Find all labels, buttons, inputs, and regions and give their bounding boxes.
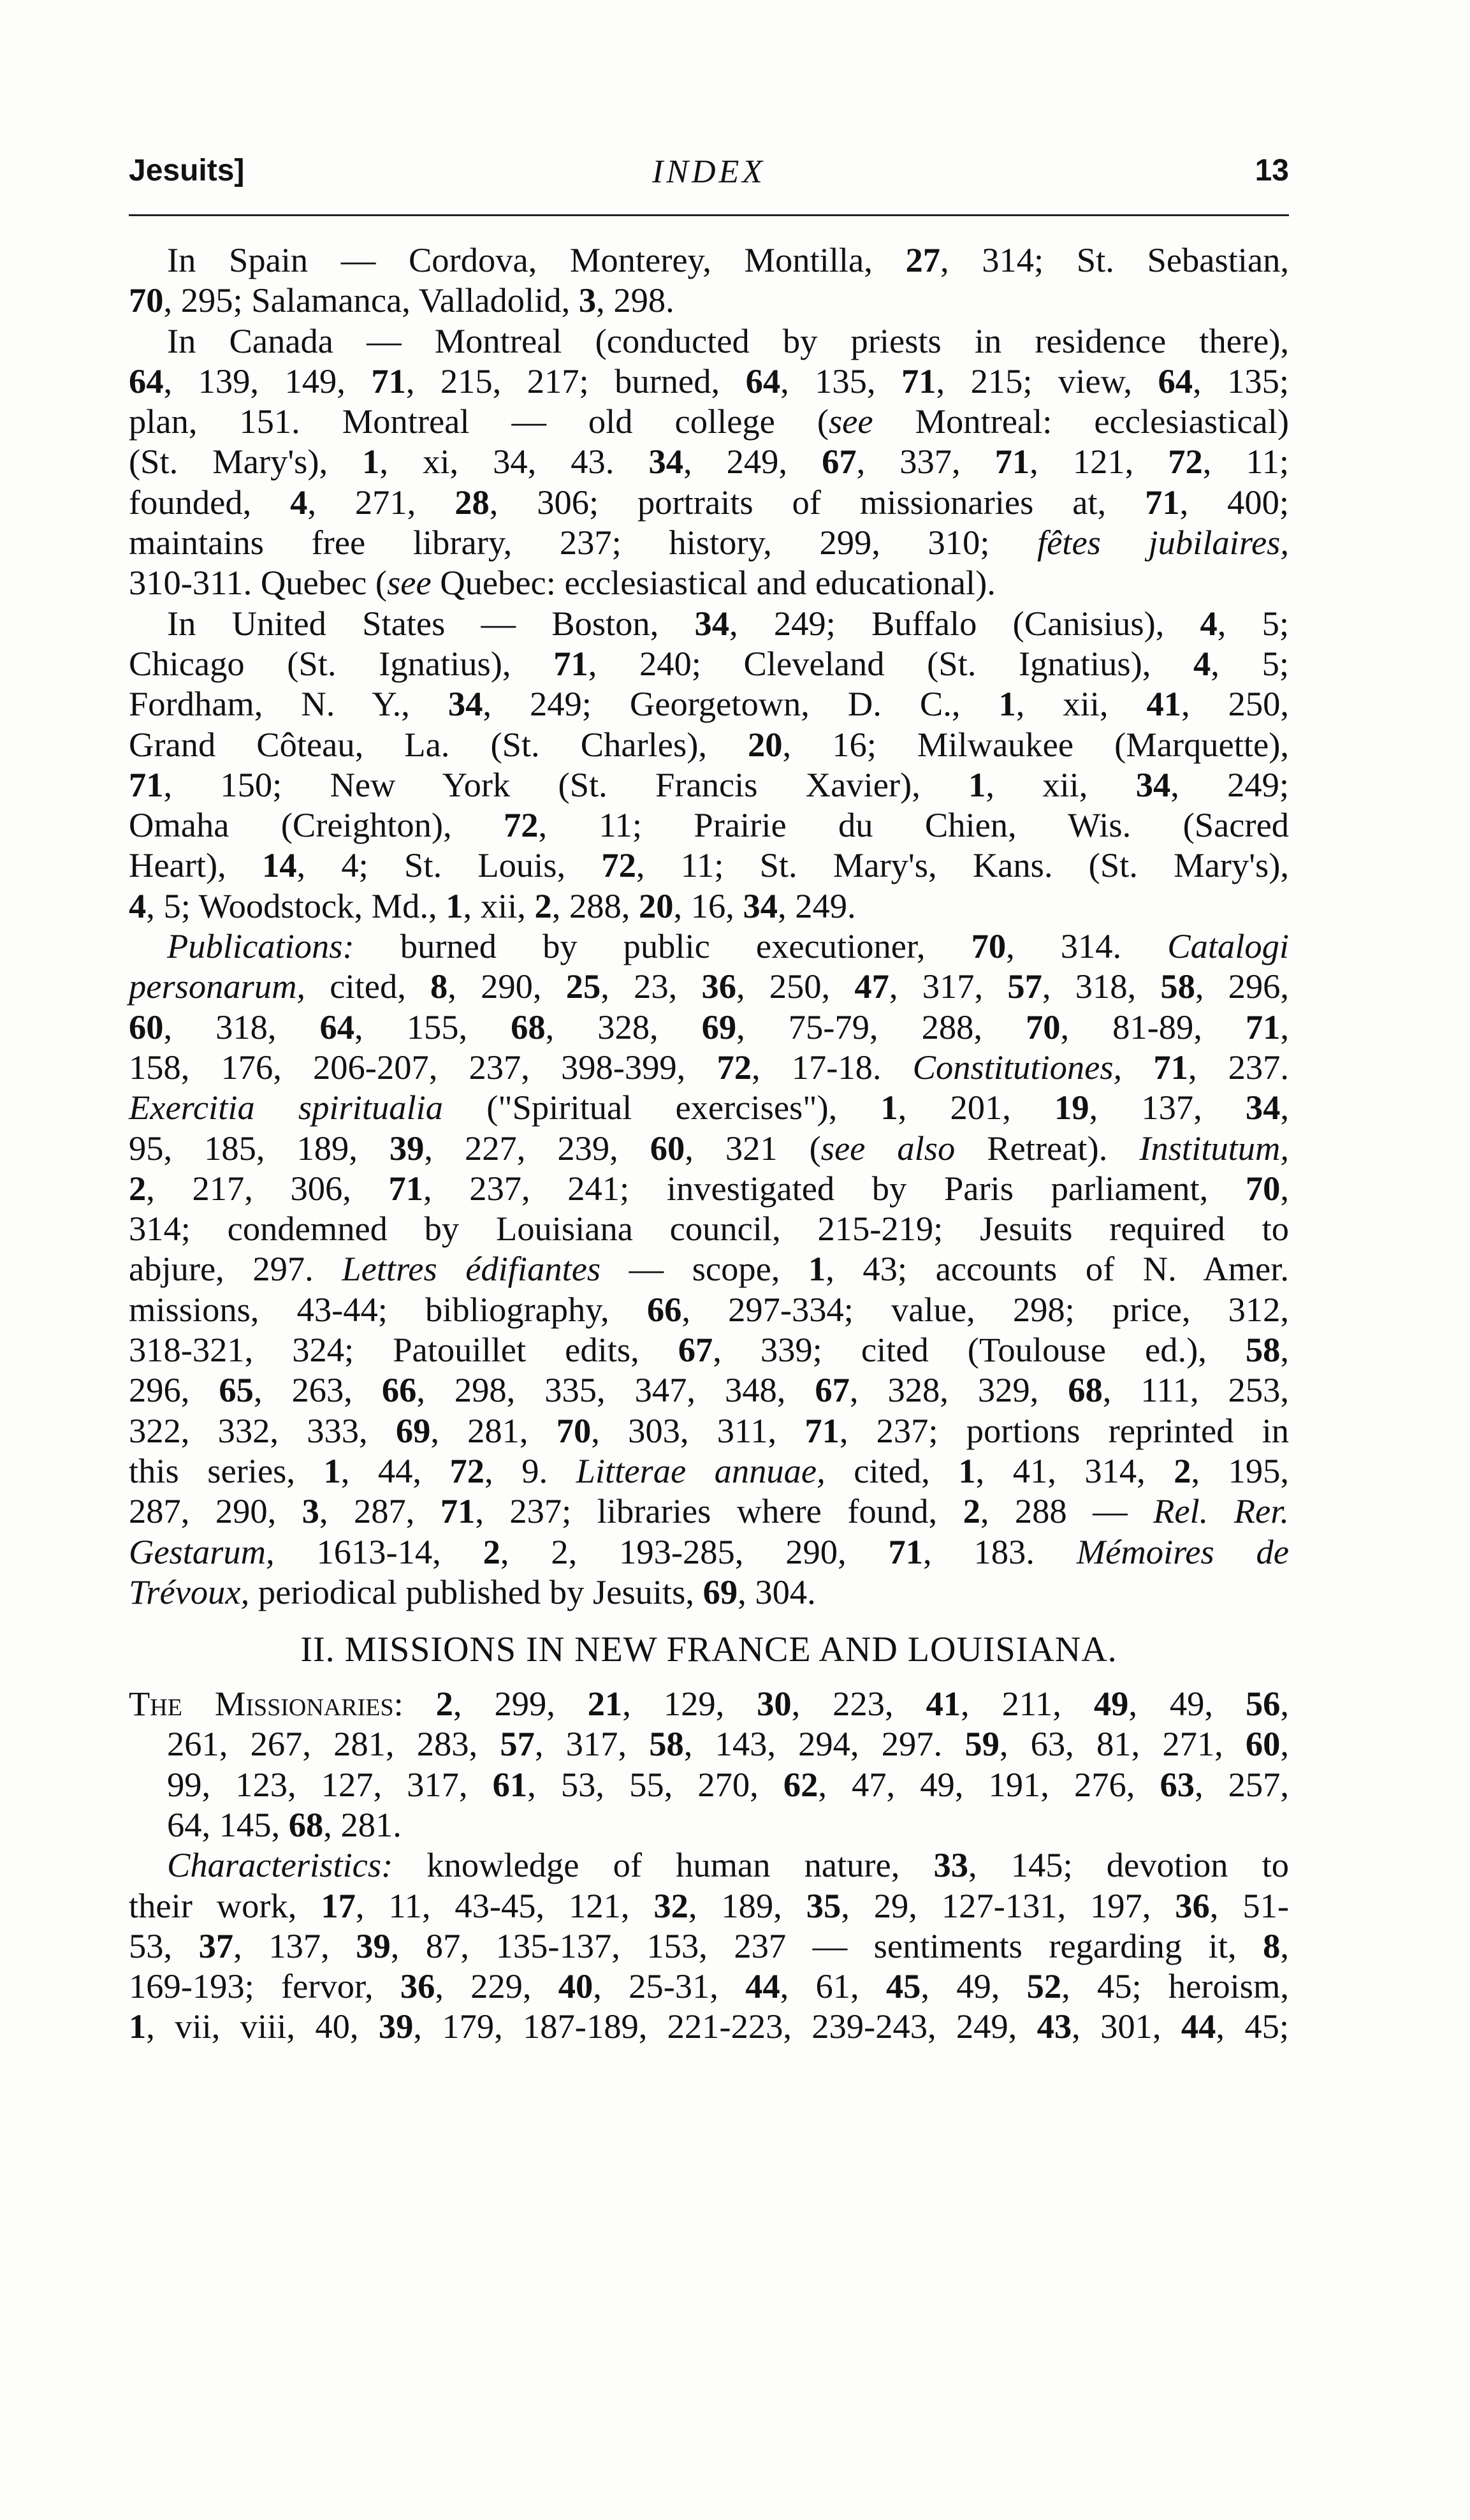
header-rule [129, 214, 1289, 216]
index-line: In Spain — Cordova, Monterey, Montilla, 27, 314; St. Sebastian, [167, 240, 1290, 279]
running-head-title: INDEX [651, 154, 766, 190]
index-line: Fordham, N. Y., 34, 249; Georgetown, D. C., 1, xii, 41, 250, [129, 684, 1289, 724]
index-line: Gestarum, 1613-14, 2, 2, 193-285, 290, 71, 183. Mémoires de [129, 1532, 1290, 1571]
index-line: 4, 5; Woodstock, Md., 1, xii, 2, 288, 20, 16, 34, 249. [129, 886, 856, 925]
index-line: 322, 332, 333, 69, 281, 70, 303, 311, 71, 237; portions reprinted in [129, 1410, 1290, 1450]
index-line: Exercitia spiritualia ("Spiritual exercises"), 1, 201, 19, 137, 34, [129, 1088, 1290, 1127]
index-line: 71, 150; New York (St. Francis Xavier), 1, xii, 34, 249; [129, 765, 1289, 804]
index-line: plan, 151. Montreal — old college (see Montreal: ecclesiastical) [129, 402, 1289, 441]
index-line: 64, 139, 149, 71, 215, 217; burned, 64, 135, 71, 215; view, 64, 135; [129, 361, 1290, 400]
index-line: 2, 217, 306, 71, 237, 241; investigated by Paris parliament, 70, [129, 1168, 1289, 1208]
index-line: 53, 37, 137, 39, 87, 135-137, 153, 237 — sentiments regarding it, 8, [129, 1926, 1290, 1965]
index-line: (St. Mary's), 1, xi, 34, 43. 34, 249, 67, 337, 71, 121, 72, 11; [129, 442, 1290, 481]
index-line: missions, 43-44; bibliography, 66, 297-334; value, 298; price, 312, [129, 1289, 1289, 1329]
index-line: personarum, cited, 8, 290, 25, 23, 36, 250, 47, 317, 57, 318, 58, 296, [129, 967, 1290, 1006]
index-line: 310-311. Quebec (see Quebec: ecclesiastical and educational). [129, 563, 996, 603]
index-body [129, 240, 1289, 2047]
index-line: 287, 290, 3, 287, 71, 237; libraries where found, 2, 288 — Rel. Rer. [129, 1491, 1290, 1531]
index-line: Characteristics: knowledge of human nature, 33, 145; devotion to [167, 1845, 1289, 1885]
index-line: 1, vii, viii, 40, 39, 179, 187-189, 221-223, 239-243, 249, 43, 301, 44, 45; [129, 2007, 1289, 2046]
index-line: Trévoux, periodical published by Jesuits, 69, 304. [129, 1572, 816, 1611]
index-line: Chicago (St. Ignatius), 71, 240; Cleveland (St. Ignatius), 4, 5; [129, 643, 1289, 683]
index-line: 64, 145, 68, 281. [167, 1805, 402, 1844]
index-line: abjure, 297. Lettres édifiantes — scope, 1, 43; accounts of N. Amer. [129, 1249, 1290, 1289]
index-line: 318-321, 324; Patouillet edits, 67, 339; cited (Toulouse ed.), 58, [129, 1330, 1289, 1370]
index-line: The Missionaries: 2, 299, 21, 129, 30, 223, 41, 211, 49, 49, 56, [129, 1684, 1290, 1724]
index-line: Heart), 14, 4; St. Louis, 72, 11; St. Mary's, Kans. (St. Mary's), [129, 846, 1289, 885]
section-heading: II. MISSIONS IN NEW FRANCE AND LOUISIANA. [300, 1630, 1117, 1670]
index-line: maintains free library, 237; history, 299, 310; fêtes jubilaires, [129, 523, 1289, 562]
index-line: 296, 65, 263, 66, 298, 335, 347, 348, 67, 328, 329, 68, 111, 253, [129, 1370, 1289, 1410]
index-line: 169-193; fervor, 36, 229, 40, 25-31, 44, 61, 45, 49, 52, 45; heroism, [129, 1967, 1290, 2006]
running-head-entry: Jesuits] [129, 154, 245, 187]
index-line: founded, 4, 271, 28, 306; portraits of missionaries at, 71, 400; [129, 482, 1289, 522]
index-line: 261, 267, 281, 283, 57, 317, 58, 143, 294, 297. 59, 63, 81, 271, 60, [167, 1724, 1290, 1764]
index-line: 158, 176, 206-207, 237, 398-399, 72, 17-18. Constitutiones, 71, 237. [129, 1047, 1289, 1087]
index-line: 70, 295; Salamanca, Valladolid, 3, 298. [129, 281, 674, 320]
index-line: 314; condemned by Louisiana council, 215-219; Jesuits required to [129, 1209, 1289, 1249]
running-head [129, 153, 1289, 198]
index-line: 99, 123, 127, 317, 61, 53, 55, 270, 62, 47, 49, 191, 276, 63, 257, [167, 1764, 1290, 1804]
index-line: 95, 185, 189, 39, 227, 239, 60, 321 (see also Retreat). Institutum, [129, 1128, 1289, 1168]
index-line: this series, 1, 44, 72, 9. Litterae annuae, cited, 1, 41, 314, 2, 195, [129, 1451, 1290, 1490]
index-line: 60, 318, 64, 155, 68, 328, 69, 75-79, 288, 70, 81-89, 71, [129, 1007, 1290, 1046]
index-line: In Canada — Montreal (conducted by priests in residence there), [167, 321, 1289, 360]
index-line: Grand Côteau, La. (St. Charles), 20, 16; Milwaukee (Marquette), [129, 724, 1289, 764]
page-number: 13 [1255, 154, 1289, 187]
index-line: Omaha (Creighton), 72, 11; Prairie du Chien, Wis. (Sacred [129, 805, 1290, 845]
index-line: Publications: burned by public executioner, 70, 314. Catalogi [167, 927, 1289, 966]
index-line: In United States — Boston, 34, 249; Buffalo (Canisius), 4, 5; [167, 603, 1289, 643]
index-line: their work, 17, 11, 43-45, 121, 32, 189, 35, 29, 127-131, 197, 36, 51- [129, 1886, 1289, 1925]
